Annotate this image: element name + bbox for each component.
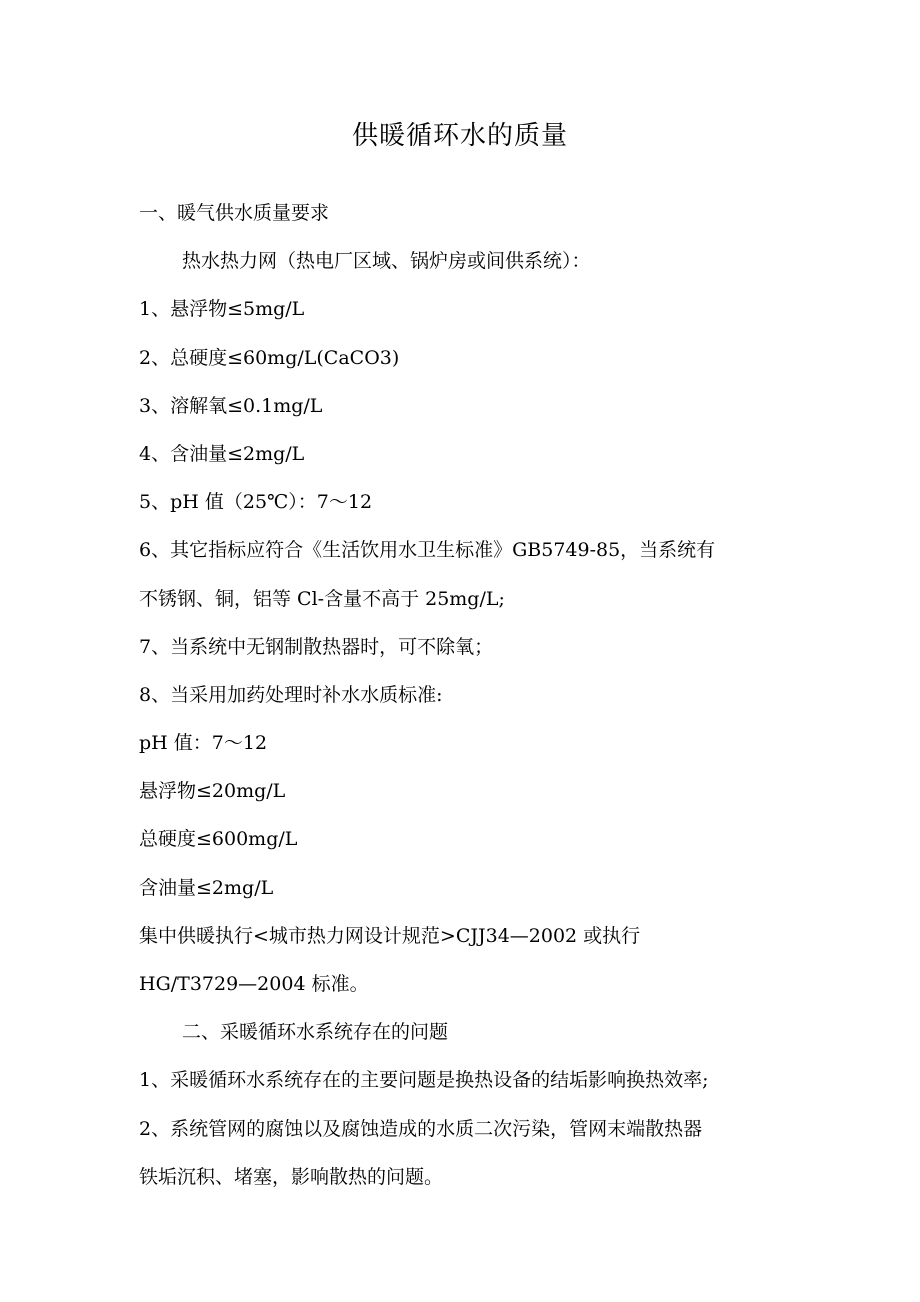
section-heading-water-quality: 一、暖气供水质量要求 <box>139 202 330 224</box>
requirement-line: 悬浮物≤20mg/L <box>139 780 286 803</box>
requirement-line: 5、pH 值（25℃）：7～12 <box>139 491 373 514</box>
requirement-line: 6、其它指标应符合《生活饮用水卫生标准》GB5749-85，当系统有 <box>139 539 716 562</box>
requirement-line: 2、总硬度≤60mg/L(CaCO3) <box>139 346 400 369</box>
requirement-line: 7、当系统中无钢制散热器时，可不除氧； <box>139 635 494 658</box>
requirement-line: 总硬度≤600mg/L <box>139 828 298 851</box>
requirement-line: 3、溶解氧≤0.1mg/L <box>139 394 323 417</box>
problem-line: 铁垢沉积、堵塞，影响散热的问题。 <box>139 1165 444 1188</box>
network-intro: 热水热力网（热电厂区域、锅炉房或间供系统）： <box>182 250 591 273</box>
section-heading-problems: 二、采暖循环水系统存在的问题 <box>182 1021 449 1044</box>
problem-line: 1、采暖循环水系统存在的主要问题是换热设备的结垢影响换热效率; <box>139 1069 709 1092</box>
requirement-line: 不锈钢、铜，铝等 Cl-含量不高于 25mg/L; <box>139 587 505 610</box>
problem-line: 2、系统管网的腐蚀以及腐蚀造成的水质二次污染，管网末端散热器 <box>139 1117 703 1140</box>
document-body <box>139 189 799 1201</box>
document-title: 供暖循环水的质量 <box>351 121 568 151</box>
requirement-line: 4、含油量≤2mg/L <box>139 442 305 465</box>
requirement-line: 8、当采用加药处理时补水水质标准: <box>139 683 443 706</box>
requirement-line: 集中供暖执行<城市热力网设计规范>CJJ34—2002 或执行 <box>139 924 641 947</box>
requirement-line: 含油量≤2mg/L <box>139 876 274 899</box>
requirement-line: HG/T3729—2004 标准。 <box>139 973 369 995</box>
requirement-line: 1、悬浮物≤5mg/L <box>139 298 305 321</box>
requirement-line: pH 值：7～12 <box>139 732 268 755</box>
